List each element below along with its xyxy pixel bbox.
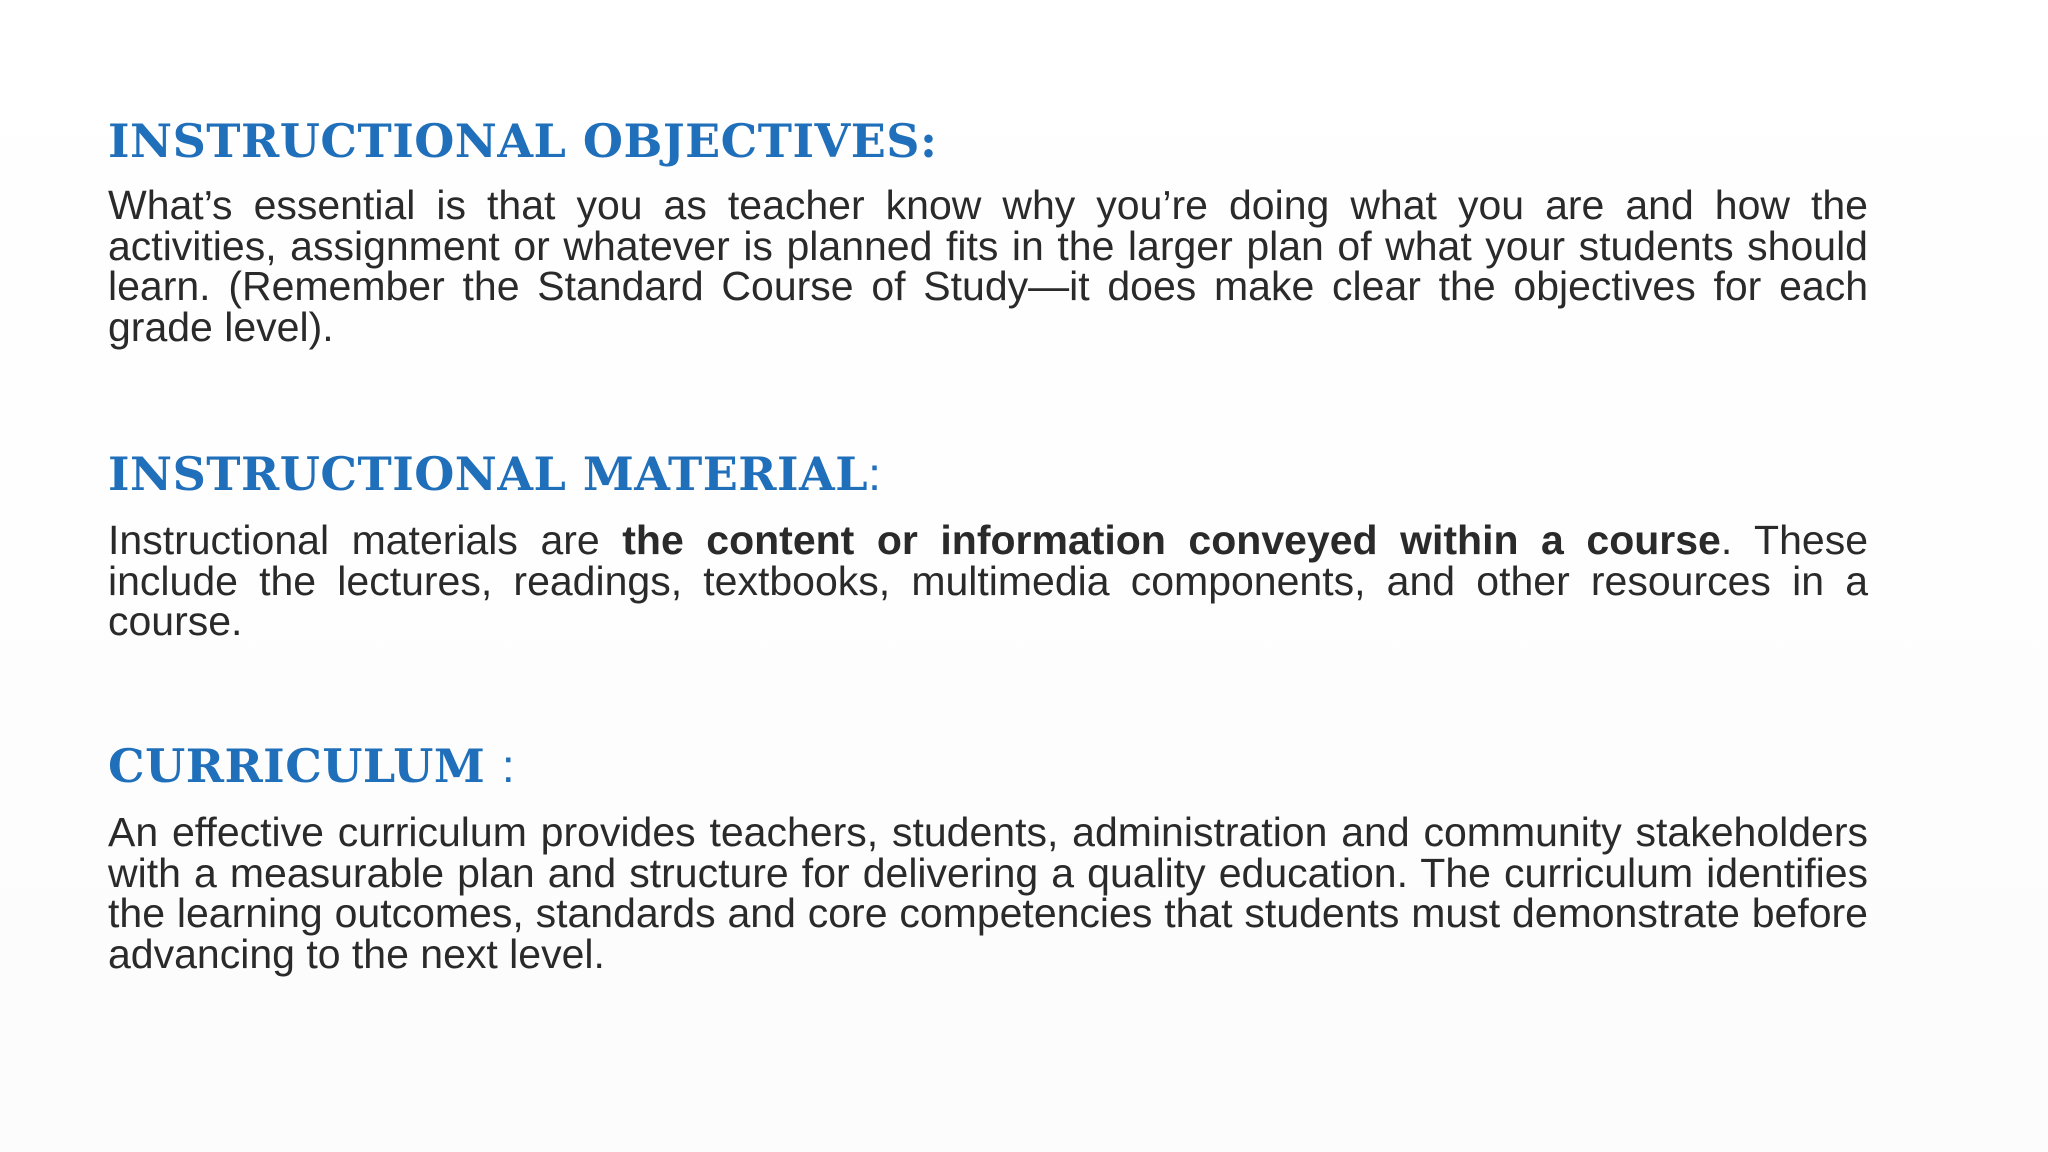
heading-colon: :	[868, 448, 882, 500]
section-curriculum	[108, 738, 1868, 977]
heading-curriculum	[108, 738, 1868, 794]
section-instructional-material	[108, 446, 1868, 642]
heading-instructional-objectives	[108, 113, 1868, 169]
paragraph-text-start: Instructional materials are	[108, 517, 623, 563]
heading-colon: :	[501, 740, 516, 792]
heading-text: INSTRUCTIONAL OBJECTIVES:	[108, 114, 938, 168]
section-instructional-objectives	[108, 113, 1868, 350]
paragraph-emphasis: the content or information conveyed within a course	[622, 517, 1721, 563]
heading-text: CURRICULUM	[108, 739, 502, 793]
paragraph-text-end: . These include the lectures, readings, textbooks, multimedia components, and other resources in a course.	[108, 517, 1868, 644]
paragraph-curriculum: An effective curriculum provides teachers, students, administration and community stakeholders with a measurable plan and structure for delivering a quality education. The curriculum identifies the learning outcomes, standards and core competencies that students must demonstrate before advancing to the next level.	[108, 809, 1868, 977]
heading-text: INSTRUCTIONAL MATERIAL	[108, 447, 869, 501]
paragraph-instructional-material	[108, 517, 1868, 644]
paragraph-instructional-objectives: What’s essential is that you as teacher know why you’re doing what you are and how the activities, assignment or whatever is planned fits in the larger plan of what your students should learn. (Remember the Standard Course of Study—it does make clear the objectives for each grade level).	[108, 182, 1868, 350]
heading-instructional-material	[108, 446, 1868, 502]
